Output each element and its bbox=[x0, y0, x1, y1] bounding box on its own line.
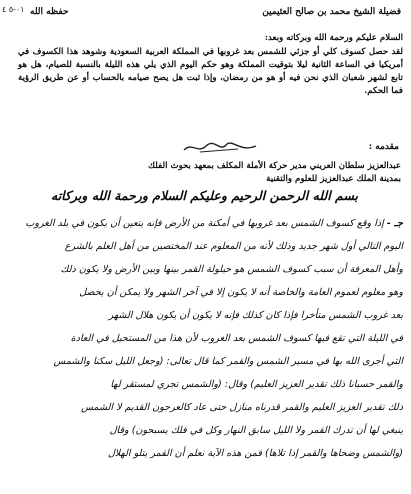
answer-line: والقمر حسبانا ذلك تقدير العزيز العليم) وقال: (والشمس تجري لمستقر لها bbox=[110, 379, 403, 390]
handwritten-signature bbox=[180, 140, 260, 156]
answer-line: وأهل المعرفة أن سبب كسوف الشمس هو حيلولة القمر بينها وبين الأرض ولا يكون ذلك bbox=[60, 264, 403, 275]
answer-line: (والشمس وضحاها والقمر إذا تلاها) فمن هذه الآية نعلم أن القمر يتلو الهلال bbox=[107, 448, 403, 459]
header bbox=[0, 4, 411, 20]
answer-line: التي أجرى الله بها في مسير الشمس والقمر كما قال تعالى: (وجعل الليل سكنا والشمس bbox=[53, 356, 403, 367]
handwritten-answer bbox=[6, 212, 403, 465]
sender-line-1: عبدالعزيز سلطان العريني مدير حركة الأملة المكلف بمعهد بحوث الفلك bbox=[148, 161, 401, 171]
answer-line: ذلك تقدير العزيز العليم والقمر قدرناه منازل حتى عاد كالعرجون القديم لا الشمس bbox=[81, 402, 403, 413]
answer-line: ينبغي لها أن تدرك القمر ولا الليل سابق النهار وكل في فلك يسبحون) وقال bbox=[109, 425, 403, 436]
document-number: ٠١-٥ ٤ bbox=[2, 5, 25, 14]
sender-info bbox=[10, 160, 401, 186]
greeting-text: السلام عليكم ورحمة الله وبركاته وبعد: bbox=[264, 33, 403, 43]
signature-area bbox=[0, 140, 411, 156]
question-text: لقد حصل كسوف كلي أو جزئي للشمس بعد غروبها في المملكة العربية السعودية وشوهد هذا الكسوف في أمريكيا في الساعة الثانية ليلا بتوقيت المملكة وهو حكم اليوم الذي يلي هذه الليلة بالنسبة للصيام، هل هو تابع لشهر شعبان الذي نحن فيه أو هو من رمضان، وإذا ثبت هل يصح صيامه بالحساب أو عن طريق الرؤية فما الحكم. bbox=[18, 47, 403, 96]
recipient-title: فضيلة الشيخ محمد بن صالح العثيمين bbox=[262, 7, 401, 17]
answer-prefix: جـ - bbox=[386, 218, 403, 229]
sender-line-2: بمدينة الملك عبدالعزيز للعلوم والتقنية bbox=[266, 174, 401, 184]
answer-line: في الليلة التي تقع فيها كسوف الشمس بعد الغروب لأن هذا من المستحيل في العادة bbox=[70, 333, 403, 344]
answer-line-text: إذا وقع كسوف الشمس بعد غروبها في أمكنة من الأرض فإنه يتعين أن يكون في بلد الغروب bbox=[25, 218, 384, 229]
question-body bbox=[18, 46, 403, 98]
question-greeting bbox=[18, 32, 403, 45]
submitted-by-label: مقدمه : bbox=[368, 142, 399, 152]
answer-line: بعد غروب الشمس متأخرا فإذا كان كذلك فإنه لا يكون أن يكون هلال الشهر bbox=[108, 310, 403, 321]
answer-line: وهو معلوم لعموم العامة والخاصة أنه لا يكون إلا في آخر الشهر ولا يمكن أن يحصل bbox=[79, 287, 403, 298]
answer-basmala: بسم الله الرحمن الرحيم وعليكم السلام ورحمة الله وبركاته bbox=[51, 188, 358, 203]
blessing-text: حفظه الله bbox=[30, 7, 69, 17]
answer-line bbox=[6, 212, 403, 235]
answer-line: اليوم التالي أول شهر جديد وذلك لأنه من المعلوم عند المختصين من أهل العلم بالشرع bbox=[64, 241, 403, 252]
